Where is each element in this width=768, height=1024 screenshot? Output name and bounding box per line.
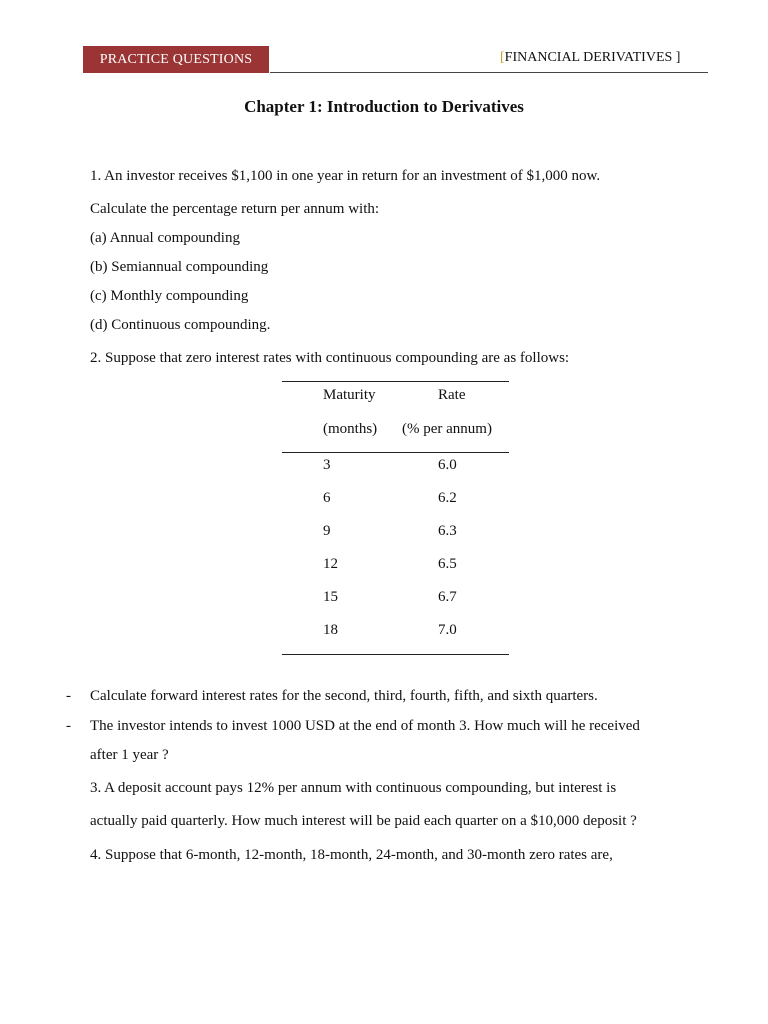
q2-bullet-investment: The investor intends to invest 1000 USD at the end of month 3. How much will he received	[90, 718, 640, 734]
q1-option-c: (c) Monthly compounding	[90, 288, 249, 304]
course-label-bracket: [	[500, 50, 505, 65]
table-cell-maturity: 6	[323, 490, 331, 506]
q1-option-d: (d) Continuous compounding.	[90, 317, 271, 333]
table-cell-rate: 7.0	[438, 622, 457, 638]
course-label	[500, 50, 680, 66]
table-cell-maturity: 18	[323, 622, 338, 638]
q2-bullet-forward-rates: Calculate forward interest rates for the second, third, fourth, fifth, and sixth quarters.	[90, 688, 598, 704]
q1-intro: 1. An investor receives $1,100 in one year in return for an investment of $1,000 now.	[90, 168, 601, 184]
table-cell-rate: 6.3	[438, 523, 457, 539]
q4-line-1: 4. Suppose that 6-month, 12-month, 18-month, 24-month, and 30-month zero rates are,	[90, 847, 613, 863]
section-label-text: PRACTICE QUESTIONS	[99, 51, 253, 67]
table-header-rate: Rate	[438, 387, 466, 403]
q2-bullet-investment-cont: after 1 year ?	[90, 747, 169, 763]
table-header-maturity: Maturity	[323, 387, 376, 403]
table-bottom-rule	[282, 654, 509, 655]
header-divider	[270, 72, 708, 73]
table-header-per-annum: (% per annum)	[402, 421, 492, 437]
page-title: Chapter 1: Introduction to Derivatives	[244, 97, 524, 116]
course-label-text: FINANCIAL DERIVATIVES ]	[504, 50, 681, 65]
table-cell-maturity: 12	[323, 556, 338, 572]
table-cell-maturity: 3	[323, 457, 331, 473]
page-header	[0, 0, 768, 80]
q1-option-a: (a) Annual compounding	[90, 230, 240, 246]
bullet-marker: -	[66, 688, 71, 704]
table-cell-rate: 6.7	[438, 589, 457, 605]
table-cell-maturity: 15	[323, 589, 338, 605]
section-label	[83, 46, 269, 73]
table-header-rule	[282, 452, 509, 453]
q3-line-1: 3. A deposit account pays 12% per annum with continuous compounding, but interest is	[90, 780, 617, 796]
table-header-months: (months)	[323, 421, 378, 437]
q1-prompt: Calculate the percentage return per annum with:	[90, 201, 380, 217]
q3-line-2: actually paid quarterly. How much interest will be paid each quarter on a $10,000 deposit ?	[90, 813, 637, 829]
table-cell-rate: 6.2	[438, 490, 457, 506]
table-top-rule	[282, 381, 509, 382]
table-cell-rate: 6.5	[438, 556, 457, 572]
q1-option-b: (b) Semiannual compounding	[90, 259, 269, 275]
q2-intro: 2. Suppose that zero interest rates with continuous compounding are as follows:	[90, 350, 570, 366]
table-cell-rate: 6.0	[438, 457, 457, 473]
table-cell-maturity: 9	[323, 523, 331, 539]
bullet-marker: -	[66, 718, 71, 734]
